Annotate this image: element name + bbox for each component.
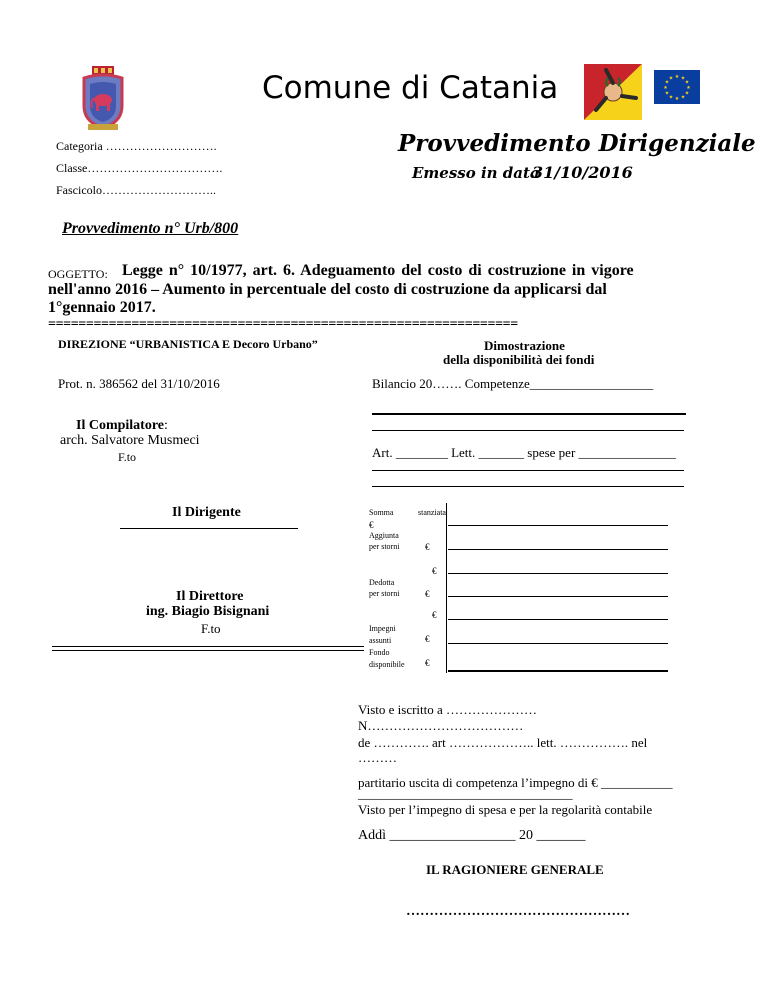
compilatore-fto: F.to	[118, 450, 137, 464]
dedotta-label-2: per storni	[369, 589, 400, 598]
fondo-euro: €	[425, 658, 430, 668]
right-rule-1	[372, 413, 686, 415]
svg-text:★: ★	[680, 94, 686, 101]
oggetto-line-3: 1°gennaio 2017.	[48, 299, 156, 316]
protocol-number: Prot. n. 386562 del 31/10/2016	[58, 376, 220, 391]
visto-number-line: N………………………………	[358, 718, 524, 733]
emesso-date: 31/10/2016	[532, 163, 633, 182]
direttore-label: Il Direttore	[176, 589, 244, 604]
left-double-line-top	[52, 646, 364, 647]
dirigente-label: Il Dirigente	[172, 505, 241, 520]
sicily-flag-icon	[584, 64, 642, 120]
visto-continuation: ………	[358, 750, 397, 765]
categoria-field: Categoria ……………………….	[56, 139, 217, 153]
svg-text:★: ★	[680, 75, 686, 82]
ragioniere-heading: IL RAGIONIERE GENERALE	[426, 862, 604, 877]
aggiunta-label-2: per storni	[369, 542, 400, 551]
right-rule-3	[372, 470, 684, 471]
direttore-name: ing. Biagio Bisignani	[146, 604, 270, 619]
svg-text:★: ★	[664, 79, 670, 86]
impegni-euro: €	[425, 634, 430, 644]
impegni-label-2: assunti	[369, 636, 392, 645]
visto-impegno-text: Visto per l’impegno di spesa e per la regolarità contabile	[358, 802, 653, 817]
right-rule-4	[372, 486, 684, 487]
emesso-label: Emesso in data	[412, 164, 540, 182]
stanziata-label: stanziata	[418, 508, 446, 517]
aggiunta-line	[448, 549, 668, 550]
svg-text:★: ★	[674, 96, 680, 102]
fund-table-divider	[446, 503, 447, 673]
compilatore-label: Il Compilatore	[76, 418, 165, 433]
dedotta-euro: €	[425, 589, 430, 599]
fascicolo-field: Fascicolo………………………..	[56, 183, 216, 197]
ragioniere-signature-dots: …………………………………………	[406, 904, 630, 919]
dedotta-line	[448, 596, 668, 597]
visto-iscritto-line: Visto e iscritto a …………………	[358, 702, 538, 717]
svg-text:★: ★	[663, 85, 668, 91]
somma-euro: €	[369, 520, 374, 530]
svg-text:★: ★	[684, 90, 690, 97]
dimostrazione-heading: Dimostrazione	[484, 338, 565, 353]
left-double-line-bottom	[52, 650, 364, 651]
dirigente-signature-line	[120, 528, 298, 529]
subtotal-euro-1: €	[432, 566, 437, 576]
art-line: Art. ________ Lett. _______ spese per _______________	[372, 445, 677, 460]
fondo-line	[448, 670, 668, 672]
dedotta-label: Dedotta	[369, 578, 395, 587]
separator-line: ==============================================================	[48, 317, 518, 332]
fondo-label-2: disponibile	[369, 660, 405, 669]
doc-type-heading: Provvedimento Dirigenziale	[398, 130, 756, 157]
oggetto-line-2: nell'anno 2016 – Aumento in percentuale del costo di costruzione da applicarsi dal	[48, 281, 607, 298]
direttore-fto: F.to	[201, 621, 221, 636]
right-rule-2	[372, 430, 684, 431]
svg-text:★: ★	[684, 79, 690, 86]
svg-text:★: ★	[686, 85, 691, 91]
compilatore-name: arch. Salvatore Musmeci	[60, 433, 200, 448]
page-title: Comune di Catania	[262, 70, 559, 106]
fondo-label: Fondo	[369, 648, 390, 657]
somma-label: Somma	[369, 508, 394, 517]
aggiunta-euro: €	[425, 542, 430, 552]
svg-text:★: ★	[668, 94, 674, 101]
partitario-line: partitario uscita di competenza l’impegno di € ___________	[358, 775, 673, 790]
impegni-line	[448, 643, 668, 644]
provvedimento-number: Provvedimento n° Urb/800	[62, 220, 239, 237]
addi-line: Addì __________________ 20 _______	[358, 828, 586, 843]
somma-line	[448, 525, 668, 526]
aggiunta-label: Aggiunta	[369, 531, 399, 540]
bilancio-line: Bilancio 20……. Competenze___________________	[372, 376, 654, 391]
subtotal-line-1	[448, 573, 668, 574]
subtotal-line-2	[448, 619, 668, 620]
svg-text:★: ★	[664, 90, 670, 97]
subtotal-euro-2: €	[432, 610, 437, 620]
direzione-label: DIREZIONE “URBANISTICA E Decoro Urbano”	[58, 337, 318, 351]
compilatore-colon: :	[164, 418, 168, 433]
impegni-label: Impegni	[369, 624, 396, 633]
eu-flag-icon	[654, 70, 700, 104]
compilatore-block	[76, 418, 168, 434]
svg-text:★: ★	[674, 74, 680, 80]
catania-coat-of-arms-logo	[78, 66, 128, 132]
visto-art-line: de …………. art ……………….. lett. ……………. nel	[358, 735, 648, 750]
oggetto-label: OGGETTO:	[48, 267, 108, 281]
oggetto-line-1: Legge n° 10/1977, art. 6. Adeguamento del costo di costruzione in vigore	[122, 262, 634, 279]
svg-text:★: ★	[668, 75, 674, 82]
classe-field: Classe…………………………….	[56, 161, 223, 175]
partitario-underline: _________________________________	[358, 786, 573, 801]
dimostrazione-subheading: della disponibilità dei fondi	[443, 352, 595, 367]
